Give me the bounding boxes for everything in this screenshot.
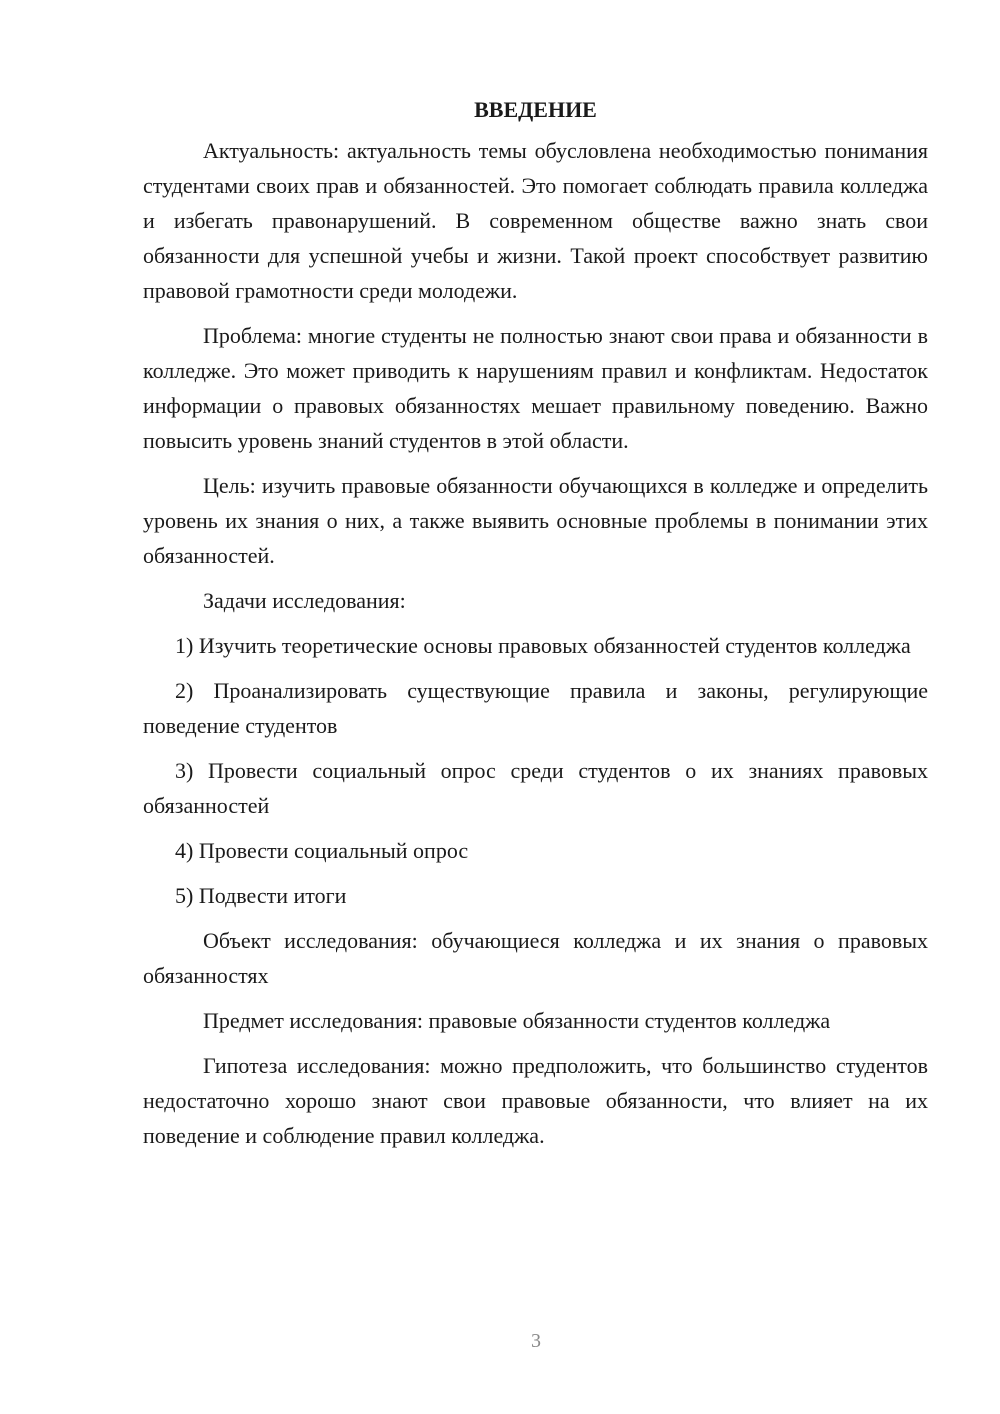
page-number: 3 <box>531 1330 541 1352</box>
tasks-heading: Задачи исследования: <box>203 588 406 613</box>
paragraph-subject: Предмет исследования: правовые обязанности студентов колледжа <box>203 1008 831 1033</box>
paragraph-relevance: Актуальность: актуальность темы обусловлена необходимостью понимания студентами своих прав и обязанностей. Это помогает соблюдать правила колледжа и избегать правонарушений. В современном обществе важно знать свои обязанности для успешной учебы и жизни. Такой проект способствует развитию правовой грамотности среди молодежи. <box>143 138 928 303</box>
task-item-2: 2) Проанализировать существующие правила и законы, регулирующие поведение студентов <box>143 678 928 738</box>
paragraph-goal: Цель: изучить правовые обязанности обучающихся в колледже и определить уровень их знания о них, а также выявить основные проблемы в понимании этих обязанностей. <box>143 473 928 568</box>
task-item-3: 3) Провести социальный опрос среди студентов о их знаниях правовых обязанностей <box>143 758 928 818</box>
task-item-4: 4) Провести социальный опрос <box>175 838 469 863</box>
task-item-5: 5) Подвести итоги <box>175 883 347 908</box>
paragraph-problem: Проблема: многие студенты не полностью знают свои права и обязанности в колледже. Это может приводить к нарушениям правил и конфликтам. Недостаток информации о правовых обязанностях мешает правильному поведению. Важно повысить уровень знаний студентов в этой области. <box>143 323 928 453</box>
section-title: ВВЕДЕНИЕ <box>474 97 597 122</box>
task-item-1: 1) Изучить теоретические основы правовых обязанностей студентов колледжа <box>175 633 911 658</box>
document-page <box>143 92 928 1163</box>
paragraph-object: Объект исследования: обучающиеся колледжа и их знания о правовых обязанностях <box>143 928 928 988</box>
paragraph-hypothesis: Гипотеза исследования: можно предположить, что большинство студентов недостаточно хорошо знают свои правовые обязанности, что влияет на их поведение и соблюдение правил колледжа. <box>143 1053 928 1148</box>
